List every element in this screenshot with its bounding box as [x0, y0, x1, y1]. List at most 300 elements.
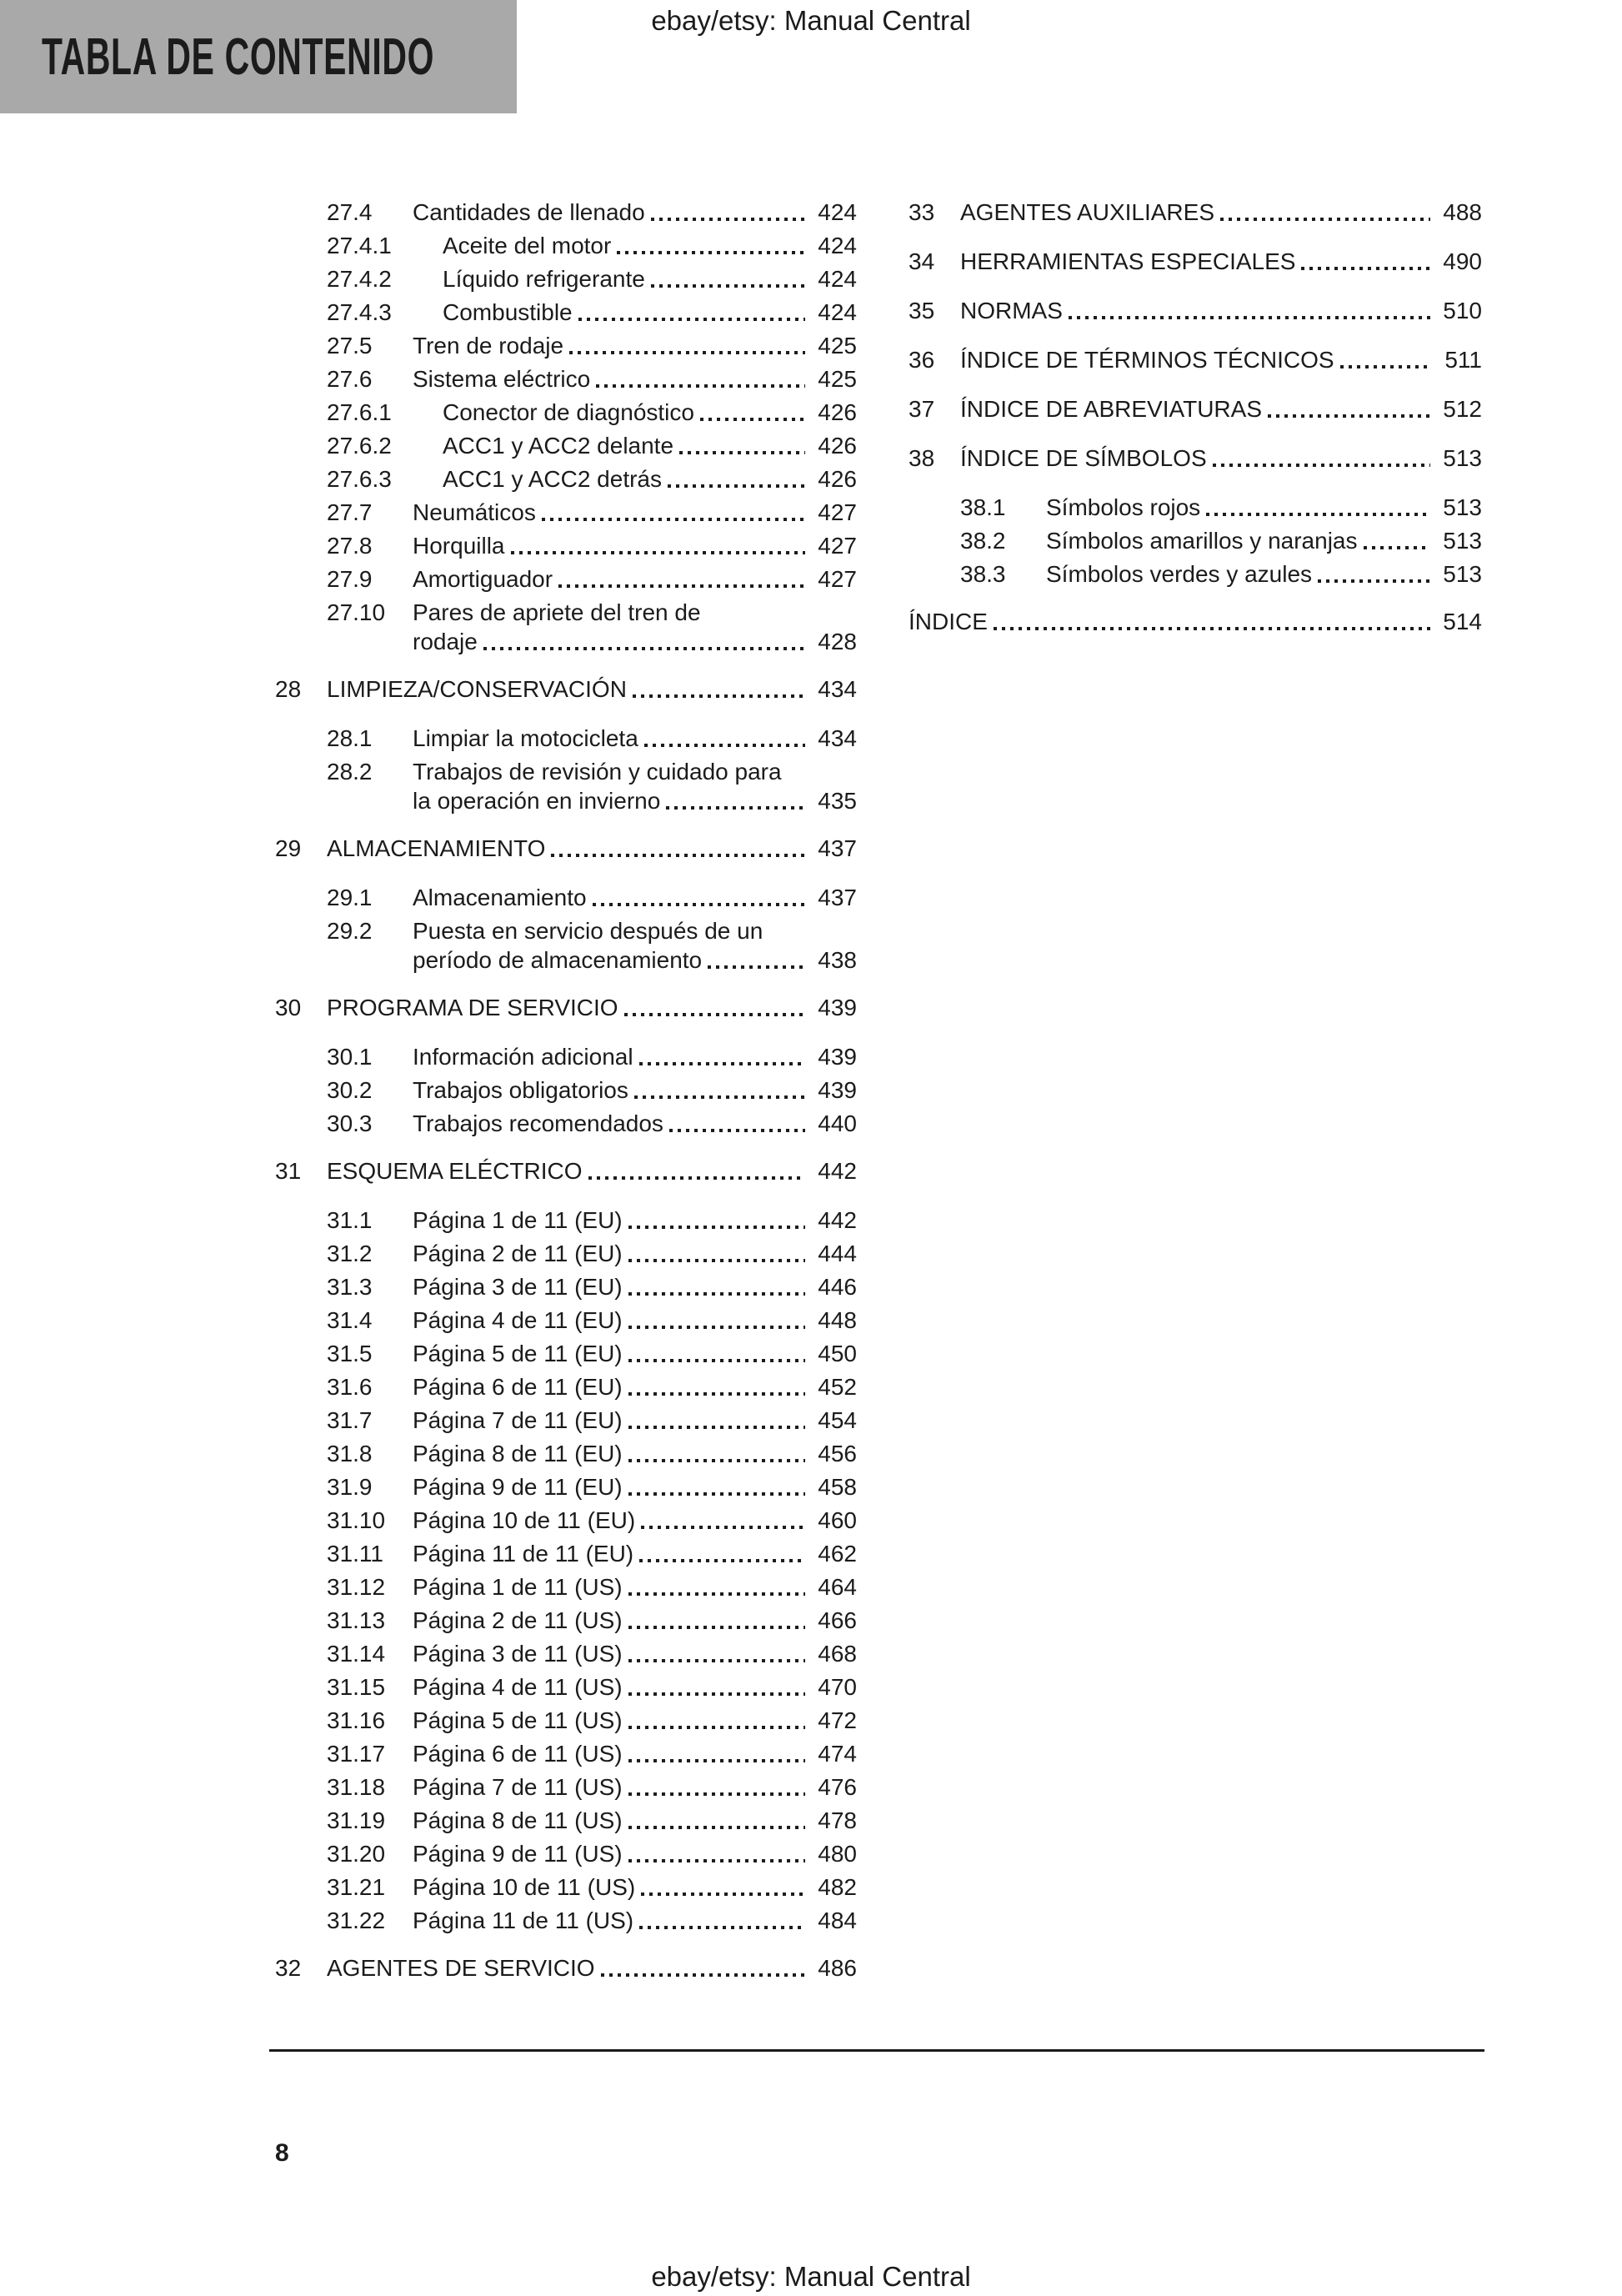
toc-entry-number: 34	[909, 248, 935, 274]
dot-leader	[628, 1492, 805, 1496]
dot-leader	[628, 1592, 805, 1596]
toc-entry-title: HERRAMIENTAS ESPECIALES	[960, 248, 1296, 274]
dot-leader	[651, 284, 805, 288]
dot-leader	[668, 484, 805, 488]
toc-entry	[275, 1506, 857, 1535]
toc-entry-body	[327, 834, 857, 863]
toc-entry-title: Página 3 de 11 (US)	[413, 1641, 623, 1667]
table-of-contents	[275, 198, 1482, 2003]
toc-entry-page: 474	[818, 1741, 857, 1767]
toc-entry-number: 31.8	[327, 1441, 373, 1466]
toc-entry-title: Tren de rodaje	[413, 333, 564, 358]
toc-entry-line	[413, 724, 857, 753]
toc-entry-line	[413, 1772, 857, 1802]
toc-entry-body	[327, 993, 857, 1022]
toc-entry-page: 444	[818, 1241, 857, 1266]
toc-entry-body	[443, 298, 857, 327]
dot-leader	[628, 1392, 805, 1396]
toc-entry-body	[413, 1772, 857, 1802]
toc-entry-line	[443, 431, 857, 460]
toc-entry	[275, 331, 857, 360]
toc-entry-title: Página 7 de 11 (US)	[413, 1774, 623, 1800]
dot-leader	[588, 1176, 805, 1180]
toc-entry	[275, 1953, 857, 1983]
dot-leader	[1206, 513, 1430, 516]
toc-entry	[275, 1806, 857, 1835]
toc-entry-number: 31.11	[327, 1541, 383, 1567]
toc-entry	[275, 1239, 857, 1268]
toc-entry-number: 28.2	[327, 759, 373, 785]
toc-entry-line	[327, 993, 857, 1022]
dot-leader	[644, 744, 805, 747]
toc-entry-page: 424	[818, 266, 857, 292]
toc-entry-page: 427	[818, 533, 857, 559]
toc-entry-page: 440	[818, 1110, 857, 1136]
toc-entry-line	[443, 464, 857, 494]
toc-entry-title: Horquilla	[413, 533, 505, 559]
toc-entry	[275, 1272, 857, 1301]
toc-entry-title: Almacenamiento	[413, 885, 587, 910]
toc-entry-body	[327, 1953, 857, 1983]
toc-entry	[275, 1439, 857, 1468]
toc-entry-line	[327, 1953, 857, 1983]
toc-entry-line	[413, 1206, 857, 1235]
toc-entry-title: Página 1 de 11 (EU)	[413, 1207, 623, 1233]
toc-entry-page: 456	[818, 1441, 857, 1466]
toc-entry	[275, 1839, 857, 1868]
toc-entry-page: 446	[818, 1274, 857, 1300]
toc-entry-body	[413, 1872, 857, 1902]
toc-entry-line	[413, 1306, 857, 1335]
toc-column-left	[275, 198, 857, 2003]
toc-entry-title: Página 6 de 11 (US)	[413, 1741, 623, 1767]
toc-entry-page: 424	[818, 233, 857, 258]
toc-entry-body	[413, 598, 857, 656]
document-footer-title: ebay/etsy: Manual Central	[651, 2261, 971, 2292]
toc-entry	[275, 1772, 857, 1802]
toc-entry-number: 37	[909, 396, 935, 422]
toc-entry-title: Página 7 de 11 (EU)	[413, 1407, 623, 1433]
toc-entry-page: 510	[1443, 298, 1482, 323]
dot-leader	[628, 1292, 805, 1296]
toc-entry-body	[413, 1606, 857, 1635]
toc-entry-page: 482	[818, 1874, 857, 1900]
toc-entry-number: 30	[275, 995, 302, 1020]
toc-entry-body	[1046, 526, 1482, 555]
toc-entry-line	[413, 531, 857, 560]
toc-entry-line	[443, 398, 857, 427]
toc-entry-body	[413, 1639, 857, 1668]
toc-entry-page: 462	[818, 1541, 857, 1567]
toc-entry-body	[413, 1372, 857, 1401]
toc-entry	[275, 674, 857, 704]
page-heading: TABLA DE CONTENIDO	[42, 28, 435, 86]
dot-leader	[679, 451, 805, 454]
toc-entry	[275, 498, 857, 527]
dot-leader	[569, 351, 805, 354]
toc-entry-body	[413, 1406, 857, 1435]
toc-entry-title: ÍNDICE DE TÉRMINOS TÉCNICOS	[960, 347, 1334, 373]
toc-entry-title: Página 9 de 11 (US)	[413, 1841, 623, 1867]
toc-entry-line	[413, 1272, 857, 1301]
toc-entry-title: Aceite del motor	[443, 233, 612, 258]
dot-leader	[628, 1459, 805, 1462]
toc-entry-number: 31.12	[327, 1574, 386, 1600]
toc-entry-number: 28	[275, 676, 302, 702]
toc-entry-page: 514	[1443, 609, 1482, 634]
toc-entry-title: ACC1 y ACC2 detrás	[443, 466, 662, 492]
toc-entry-title: Página 11 de 11 (EU)	[413, 1541, 634, 1567]
dot-leader	[708, 965, 805, 969]
dot-leader	[628, 1859, 805, 1862]
page-heading-box	[0, 0, 517, 113]
toc-entry-page: 513	[1443, 561, 1482, 587]
dot-leader	[628, 1792, 805, 1796]
dot-leader	[641, 1892, 805, 1896]
toc-entry-title: Símbolos rojos	[1046, 494, 1201, 520]
toc-entry-number: 27.8	[327, 533, 373, 559]
toc-entry-line	[960, 247, 1482, 276]
toc-entry	[275, 1606, 857, 1635]
toc-entry-page: 437	[818, 835, 857, 861]
toc-entry-body	[413, 364, 857, 394]
dot-leader	[551, 854, 805, 857]
toc-entry-body	[327, 674, 857, 704]
toc-entry-line	[413, 1872, 857, 1902]
toc-entry	[275, 231, 857, 260]
toc-entry-page: 512	[1443, 396, 1482, 422]
toc-entry-number: 31.4	[327, 1307, 373, 1333]
toc-entry-line	[960, 345, 1482, 374]
toc-entry-number: 31.1	[327, 1207, 373, 1233]
toc-entry-body	[413, 1739, 857, 1768]
toc-entry-number: 31.19	[327, 1807, 386, 1833]
toc-entry	[909, 198, 1482, 227]
toc-entry	[275, 1406, 857, 1435]
toc-entry-body	[413, 1706, 857, 1735]
toc-entry-page: 427	[818, 566, 857, 592]
toc-entry	[275, 724, 857, 753]
dot-leader	[483, 647, 805, 650]
dot-leader	[639, 1062, 805, 1065]
toc-entry-title: Combustible	[443, 299, 573, 325]
dot-leader	[558, 584, 805, 588]
toc-entry-number: 27.4	[327, 199, 373, 225]
toc-entry-page: 486	[818, 1955, 857, 1981]
dot-leader	[542, 518, 805, 521]
dot-leader	[994, 627, 1430, 630]
toc-entry-body	[960, 345, 1482, 374]
toc-entry-number: 36	[909, 347, 935, 373]
toc-entry-body	[413, 1839, 857, 1868]
dot-leader	[628, 1426, 805, 1429]
toc-entry-title: Cantidades de llenado	[413, 199, 645, 225]
toc-entry-page: 476	[818, 1774, 857, 1800]
dot-leader	[628, 1759, 805, 1762]
toc-entry	[275, 883, 857, 912]
toc-entry-title: Página 11 de 11 (US)	[413, 1907, 634, 1933]
toc-entry-number: 27.7	[327, 499, 373, 525]
toc-entry-title: AGENTES DE SERVICIO	[327, 1955, 595, 1981]
toc-entry-page: 438	[818, 947, 857, 973]
toc-entry-page: 439	[818, 995, 857, 1020]
toc-entry-number: 27.4.2	[327, 266, 392, 292]
toc-entry-line	[443, 231, 857, 260]
toc-entry	[275, 1539, 857, 1568]
toc-entry-title: Líquido refrigerante	[443, 266, 645, 292]
toc-entry-line	[1046, 559, 1482, 589]
toc-entry-line	[413, 1406, 857, 1435]
toc-entry-title: período de almacenamiento	[413, 947, 703, 973]
toc-entry-number: 38.1	[960, 494, 1006, 520]
toc-entry-body	[413, 1075, 857, 1105]
toc-entry-page: 434	[818, 676, 857, 702]
dot-leader	[628, 1826, 805, 1829]
toc-entry-number: 27.5	[327, 333, 373, 358]
toc-entry-line	[413, 1239, 857, 1268]
toc-entry-line	[413, 1572, 857, 1602]
dot-leader	[666, 806, 805, 810]
toc-entry-page: 490	[1443, 248, 1482, 274]
toc-entry-title: ÍNDICE DE ABREVIATURAS	[960, 396, 1263, 422]
toc-entry-line	[413, 498, 857, 527]
toc-entry-number: 38.3	[960, 561, 1006, 587]
toc-entry-page: 454	[818, 1407, 857, 1433]
toc-entry	[275, 1672, 857, 1702]
toc-entry-line	[413, 1672, 857, 1702]
toc-entry-body	[413, 1439, 857, 1468]
toc-entry-line	[413, 364, 857, 394]
dot-leader	[641, 1526, 805, 1529]
toc-entry-page: 468	[818, 1641, 857, 1667]
toc-entry-line	[443, 264, 857, 293]
toc-entry-body	[413, 1672, 857, 1702]
dot-leader	[1340, 365, 1430, 368]
toc-entry-page: 434	[818, 725, 857, 751]
toc-entry	[275, 1339, 857, 1368]
dot-leader	[634, 1095, 805, 1099]
toc-entry-body	[413, 1206, 857, 1235]
toc-entry-body	[413, 1539, 857, 1568]
toc-column-right	[909, 198, 1482, 2003]
toc-entry	[275, 398, 857, 427]
toc-entry-title: Página 6 de 11 (EU)	[413, 1374, 623, 1400]
dot-leader	[628, 1659, 805, 1662]
toc-entry	[275, 1042, 857, 1071]
toc-entry-body	[1046, 493, 1482, 522]
toc-entry-number: 29.2	[327, 918, 373, 944]
toc-entry-line	[413, 1839, 857, 1868]
toc-entry-page: 452	[818, 1374, 857, 1400]
toc-entry-body	[443, 264, 857, 293]
toc-entry-number: 31.6	[327, 1374, 373, 1400]
toc-entry-line	[960, 394, 1482, 424]
toc-entry-title: Página 1 de 11 (US)	[413, 1574, 623, 1600]
dot-leader	[617, 251, 805, 254]
toc-entry-body	[413, 1109, 857, 1138]
toc-entry-line	[413, 1472, 857, 1501]
toc-entry-number: 27.6.2	[327, 433, 392, 459]
document-header-title: ebay/etsy: Manual Central	[651, 5, 971, 36]
toc-entry-number: 31.17	[327, 1741, 386, 1767]
toc-entry	[275, 993, 857, 1022]
toc-entry-number: 27.4.3	[327, 299, 392, 325]
toc-entry	[275, 531, 857, 560]
dot-leader	[628, 1692, 805, 1696]
toc-entry-number: 31.18	[327, 1774, 386, 1800]
toc-entry	[909, 247, 1482, 276]
toc-entry-number: 27.6.3	[327, 466, 392, 492]
toc-entry-body	[960, 444, 1482, 473]
toc-entry-body	[960, 247, 1482, 276]
toc-entry-line	[413, 1042, 857, 1071]
dot-leader	[596, 384, 805, 388]
toc-entry-body	[960, 198, 1482, 227]
footer-rule	[269, 2049, 1484, 2052]
toc-entry-line	[413, 786, 857, 815]
toc-entry-page: 427	[818, 499, 857, 525]
toc-entry-number: 29.1	[327, 885, 373, 910]
toc-entry-number: 31.7	[327, 1407, 373, 1433]
toc-entry	[275, 1156, 857, 1186]
toc-entry	[909, 444, 1482, 473]
dot-leader	[1301, 267, 1430, 270]
toc-entry-page: 484	[818, 1907, 857, 1933]
toc-entry-body	[413, 331, 857, 360]
toc-entry	[275, 834, 857, 863]
toc-entry-line	[327, 674, 857, 704]
toc-entry-page: 426	[818, 433, 857, 459]
toc-entry-body	[413, 916, 857, 975]
toc-entry-line	[413, 1339, 857, 1368]
toc-entry-body	[413, 498, 857, 527]
toc-entry-number: 27.6.1	[327, 399, 392, 425]
toc-entry	[275, 598, 857, 656]
toc-entry-title: Página 10 de 11 (EU)	[413, 1507, 636, 1533]
dot-leader	[639, 1559, 805, 1562]
toc-entry	[275, 757, 857, 815]
toc-entry-title: Página 8 de 11 (EU)	[413, 1441, 623, 1466]
toc-entry-line	[413, 564, 857, 594]
toc-entry-number: 27.4.1	[327, 233, 392, 258]
toc-entry-line	[413, 1606, 857, 1635]
toc-entry-title: LIMPIEZA/CONSERVACIÓN	[327, 676, 627, 702]
toc-entry-page: 426	[818, 466, 857, 492]
toc-entry-body	[1046, 559, 1482, 589]
toc-entry-body	[443, 464, 857, 494]
toc-entry-line	[413, 1539, 857, 1568]
toc-entry-line	[960, 444, 1482, 473]
toc-entry-page: 424	[818, 199, 857, 225]
toc-entry-page: 470	[818, 1674, 857, 1700]
toc-entry-number: 35	[909, 298, 935, 323]
toc-entry-number: 31.5	[327, 1341, 373, 1366]
toc-entry-title: ÍNDICE	[909, 609, 988, 634]
toc-entry-page: 435	[818, 788, 857, 814]
toc-entry-page: 439	[818, 1077, 857, 1103]
toc-entry-page: 480	[818, 1841, 857, 1867]
toc-entry-body	[413, 1272, 857, 1301]
toc-entry-number: 27.9	[327, 566, 373, 592]
toc-entry	[275, 264, 857, 293]
toc-entry-line	[960, 198, 1482, 227]
toc-entry-line	[413, 1109, 857, 1138]
toc-entry-body	[443, 431, 857, 460]
toc-entry	[275, 298, 857, 327]
toc-entry-body	[960, 296, 1482, 325]
dot-leader	[700, 418, 805, 421]
toc-entry-title: Símbolos verdes y azules	[1046, 561, 1313, 587]
toc-entry	[275, 1639, 857, 1668]
toc-entry-title: ALMACENAMIENTO	[327, 835, 546, 861]
toc-entry-line	[413, 945, 857, 975]
toc-entry	[909, 345, 1482, 374]
toc-entry-number: 29	[275, 835, 302, 861]
toc-entry-number: 31.9	[327, 1474, 373, 1500]
dot-leader	[628, 1726, 805, 1729]
toc-entry	[275, 364, 857, 394]
toc-entry-line	[413, 1706, 857, 1735]
toc-entry	[909, 526, 1482, 555]
toc-entry-body	[443, 231, 857, 260]
toc-entry-number: 27.6	[327, 366, 373, 392]
toc-entry-number: 30.1	[327, 1044, 373, 1070]
toc-entry	[275, 198, 857, 227]
toc-entry-title: Página 3 de 11 (EU)	[413, 1274, 623, 1300]
toc-entry	[275, 464, 857, 494]
toc-entry-title: PROGRAMA DE SERVICIO	[327, 995, 618, 1020]
footer-page-number: 8	[275, 2139, 289, 2167]
toc-entry-page: 442	[818, 1158, 857, 1184]
toc-entry	[275, 1739, 857, 1768]
toc-entry-number: 27.10	[327, 599, 386, 625]
toc-entry-body	[413, 564, 857, 594]
dot-leader	[651, 218, 805, 221]
toc-entry-page: 464	[818, 1574, 857, 1600]
toc-entry-line	[1046, 526, 1482, 555]
dot-leader	[578, 318, 805, 321]
toc-entry-title: Amortiguador	[413, 566, 553, 592]
toc-entry-body	[413, 1472, 857, 1501]
dot-leader	[1220, 218, 1430, 221]
toc-entry-page: 450	[818, 1341, 857, 1366]
toc-entry-body	[413, 1506, 857, 1535]
toc-entry-page: 425	[818, 333, 857, 358]
toc-entry-number: 30.3	[327, 1110, 373, 1136]
toc-entry-page: 513	[1443, 528, 1482, 554]
toc-entry-line	[413, 1075, 857, 1105]
toc-entry-title: Símbolos amarillos y naranjas	[1046, 528, 1358, 554]
toc-entry-page: 448	[818, 1307, 857, 1333]
toc-entry	[909, 559, 1482, 589]
toc-entry-line	[413, 883, 857, 912]
toc-entry-line	[413, 331, 857, 360]
toc-entry-number: 28.1	[327, 725, 373, 751]
toc-entry-body	[327, 1156, 857, 1186]
toc-entry-line	[413, 1372, 857, 1401]
dot-leader	[1268, 414, 1430, 418]
toc-entry-line	[413, 1739, 857, 1768]
dot-leader	[628, 1626, 805, 1629]
toc-entry-number: 30.2	[327, 1077, 373, 1103]
toc-entry-page: 478	[818, 1807, 857, 1833]
toc-entry-body	[413, 1339, 857, 1368]
toc-entry-line	[327, 834, 857, 863]
toc-entry-title: Conector de diagnóstico	[443, 399, 694, 425]
toc-entry-line	[413, 198, 857, 227]
toc-entry-title: la operación en invierno	[413, 788, 661, 814]
toc-entry-number: 31.3	[327, 1274, 373, 1300]
